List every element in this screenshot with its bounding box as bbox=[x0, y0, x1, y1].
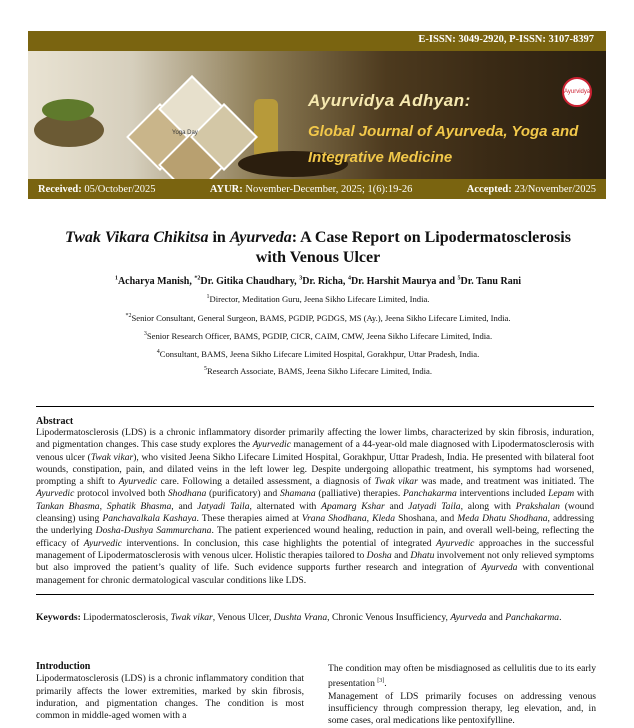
journal-banner bbox=[28, 31, 606, 199]
yoga-day-label: Yoga Day bbox=[172, 130, 198, 136]
author-name: $^3$Dr. Richa, bbox=[299, 276, 348, 288]
intro-left-text: Lipodermatosclerosis (LDS) is a chronic inflammatory condition that primarily affects the lower extremities, marked by skin fibrosis, induration, and pigmentation changes. The condition is most common in middle-aged women with a bbox=[36, 673, 304, 722]
abstract-heading: Abstract bbox=[36, 416, 74, 427]
journal-subtitle-2: Integrative Medicine bbox=[308, 149, 453, 166]
journal-subtitle-1: Global Journal of Ayurveda, Yoga and bbox=[308, 123, 579, 140]
journal-logo: Ayurvidya bbox=[562, 77, 592, 107]
intro-heading: Introduction bbox=[36, 661, 91, 672]
keywords: Keywords: Lipodermatosclerosis, Twak vikar, Venous Ulcer, Dushta Vrana, Chronic Venous Insufficiency, Ayurveda and Panchakarma. bbox=[36, 612, 562, 623]
affiliation-line: $^3$Senior Research Officer, BAMS, PGDIP, CICR, CAIM, CMW, Jeena Sikho Lifecare Limited, India. bbox=[143, 331, 493, 341]
received-date: Received: 05/October/2025 bbox=[38, 183, 156, 195]
yoga-diamond-collage bbox=[136, 85, 246, 185]
author-name: $^1$Acharya Manish, bbox=[114, 276, 195, 288]
author-list bbox=[40, 276, 596, 287]
intro-left-column bbox=[36, 661, 304, 722]
date-bar bbox=[28, 179, 606, 199]
intro-right-p1: The condition may often be misdiagnosed as cellulitis due to its early presentation [3]. bbox=[328, 663, 596, 690]
affiliation-line: $^4$Consultant, BAMS, Jeena Sikho Lifecare Limited Hospital, Gorakhpur, Uttar Pradesh, India. bbox=[156, 349, 480, 359]
affiliation-line: $^1$Director, Meditation Guru, Jeena Sikho Lifecare Limited, India. bbox=[206, 294, 430, 304]
affiliation-line: $^{*2}$Senior Consultant, General Surgeon, BAMS, PGDIP, PGDGS, MS (Ay.), Jeena Sikho Lifecare Limited, India. bbox=[125, 313, 511, 323]
abstract-section bbox=[36, 406, 594, 595]
journal-title-block bbox=[308, 91, 598, 171]
intro-right-p2: Management of LDS primarily focuses on addressing venous insufficiency through compression therapy, leg elevation, and, in some cases, oral medications like pentoxifylline. bbox=[328, 690, 596, 727]
author-name: $^{*2}$Dr. Gitika Chaudhary, bbox=[194, 276, 300, 288]
ayur-issue-info: AYUR: November-December, 2025; 1(6):19-26 bbox=[209, 183, 413, 195]
abstract-text: Lipodermatosclerosis (LDS) is a chronic inflammatory disorder primarily affecting the lower limbs, characterized by skin fibrosis, induration, and pigmentation changes. This case study explores the Ayurvedic management of a 44-year-old male diagnosed with Lipodermatosclerosis with venous ulcer (Twak vikar), who visited Jeena Sikho Lifecare Limited Hospital, Gorakhpur, Uttar Pradesh, India. He presented with bilateral foot wounds, constipation, pain, and dilated veins in the left lower leg. Despite undergoing allopathic treatment, his symptoms had worsened, prompting a shift to Ayurvedic care. Following a detailed assessment, a diagnosis of Twak vikar was made, and treatment was initiated. The Ayurvedic protocol involved both Shodhana (purificatory) and Shamana (palliative) therapies. Panchakarma interventions included Lepam with Tankan Bhasma, Sphatik Bhasma, and Jatyadi Taila, alternated with Apamarg Kshar and Jatyadi Taila, along with Prakshalan (wound cleansing) using Panchavalkala Kashaya. These therapies aimed at Vrana Shodhana, Kleda Shoshana, and Meda Dhatu Shodhana, addressing the underlying Dosha-Dushya Sammurchana. The patient experienced wound healing, reduction in pain, and overall well-being, reflecting the efficacy of Ayurvedic interventions. In conclusion, this case highlights the potential of integrated Ayurvedic approaches in the successful management of Lipodermatosclerosis with venous ulcer. Holistic therapies tailored to Dosha and Dhatu involvement not only relieved symptoms but also improved the patient’s quality of life. Such evidence supports further research and integration of Ayurveda with conventional management for chronic dermatological vascular conditions like LDS. bbox=[36, 427, 595, 586]
author-name: $^5$Dr. Tanu Rani bbox=[457, 276, 522, 288]
oil-bottle-image bbox=[254, 99, 278, 159]
issn-bar: E-ISSN: 3049-2920, P-ISSN: 3107-8397 bbox=[28, 31, 606, 51]
intro-right-column bbox=[328, 663, 596, 728]
affiliation-line: $^5$Research Associate, BAMS, Jeena Sikho Lifecare Limited, India. bbox=[203, 366, 433, 376]
herb-leaves-image bbox=[42, 99, 94, 121]
journal-name: Ayurvidya Adhyan: bbox=[308, 91, 471, 110]
accepted-date: Accepted: 23/November/2025 bbox=[466, 183, 596, 195]
keywords-label: Keywords: bbox=[36, 612, 81, 623]
author-name: $^4$Dr. Harshit Maurya and bbox=[347, 276, 458, 288]
banner-photo bbox=[28, 51, 606, 179]
article-title: Twak Vikara Chikitsa in Ayurveda: A Case Report on Lipodermatosclerosis with Venous Ulcer bbox=[65, 229, 571, 266]
